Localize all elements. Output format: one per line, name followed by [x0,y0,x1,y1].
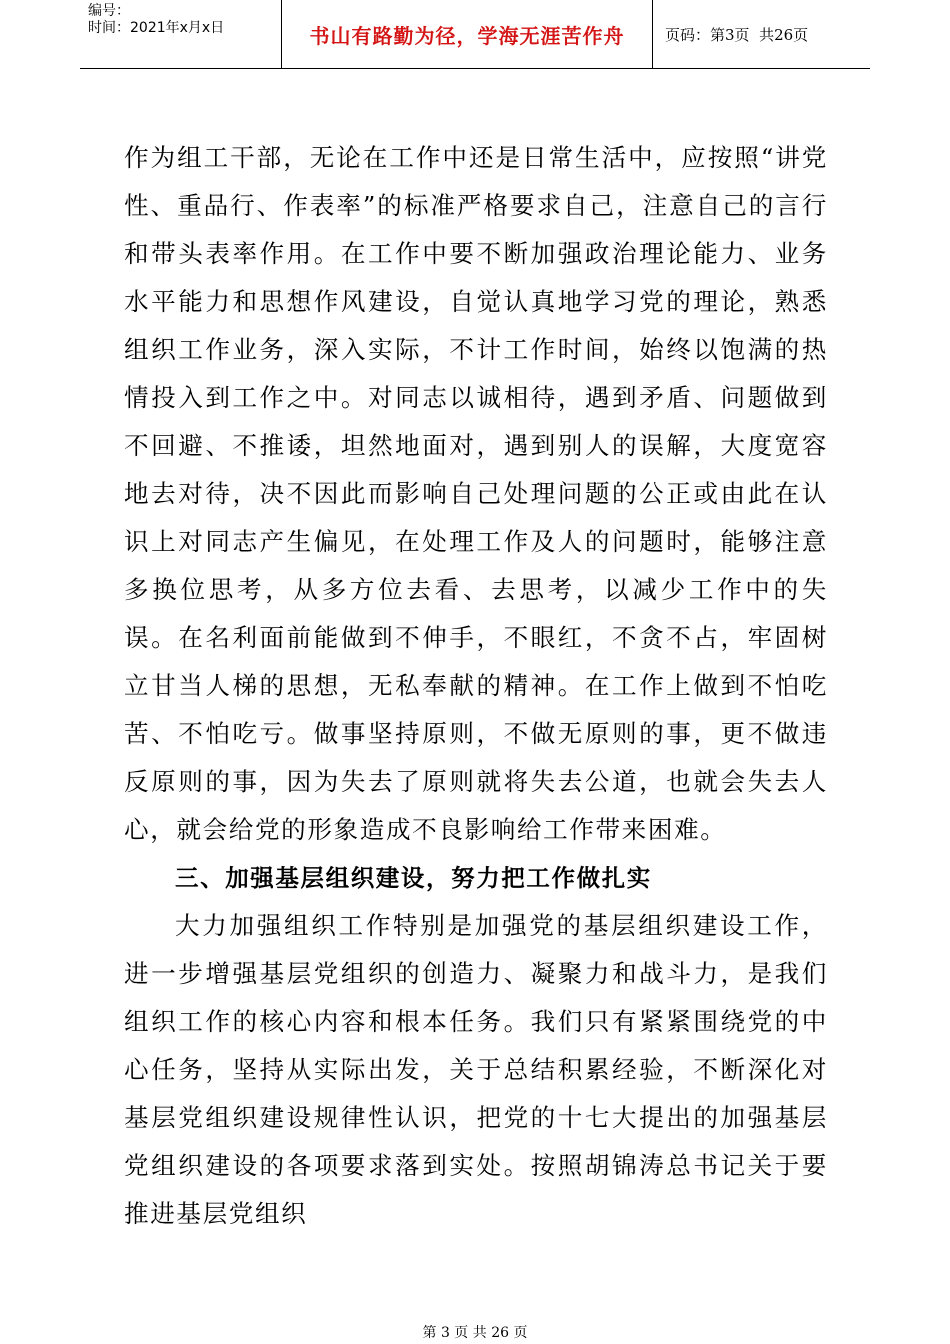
header-page-info: 页码：第3页 共26页 [665,25,809,44]
header-motto-cell [282,0,653,68]
header-motto: 书山有路勤为径，学海无涯苦作舟 [309,23,625,48]
body-paragraph: 大力加强组织工作特别是加强党的基层组织建设工作，进一步增强基层党组织的创造力、凝聚力和战斗力，是我们组织工作的核心内容和根本任务。我们只有紧紧围绕党的中心任务，坚持从实际出发，关于总结积累经验，不断深化对基层党组织建设规律性认识，把党的十七大提出的加强基层党组织建设的各项要求落到实处。按照胡锦涛总书记关于要推进基层党组织 [124,911,828,1228]
section-heading: 三、加强基层组织建设，努力把工作做扎实 [175,864,652,892]
body-paragraph: 作为组工干部，无论在工作中还是日常生活中，应按照“讲党性、重品行、作表率”的标准严格要求自己，注意自己的言行和带头表率作用。在工作中要不断加强政治理论能力、业务水平能力和思想作风建设，自觉认真地学习党的理论，熟悉组织工作业务，深入实际，不计工作时间，始终以饱满的热情投入到工作之中。对同志以诚相待，遇到矛盾、问题做到不回避、不推诿，坦然地面对，遇到别人的误解，大度宽容地去对待，决不因此而影响自己处理问题的公正或由此在认识上对同志产生偏见，在处理工作及人的问题时，能够注意多换位思考，从多方位去看、去思考，以减少工作中的失误。在名利面前能做到不伸手，不眼红，不贪不占，牢固树立甘当人梯的思想，无私奉献的精神。在工作上做到不怕吃苦、不怕吃亏。做事坚持原则，不做无原则的事，更不做违反原则的事，因为失去了原则就将失去公道，也就会失去人心，就会给党的形象造成不良影响给工作带来困难。 [124,143,828,844]
document-number-label: 编号： [88,3,130,19]
header-meta [80,0,282,68]
footer-page-number: 第 3 页 共 26 页 [422,1325,528,1341]
document-date-label: 时间：2021年x月x日 [88,20,225,36]
document-body [124,134,828,1238]
header-page-cell [653,0,870,68]
page-footer [0,1322,950,1342]
page-header [80,0,870,69]
